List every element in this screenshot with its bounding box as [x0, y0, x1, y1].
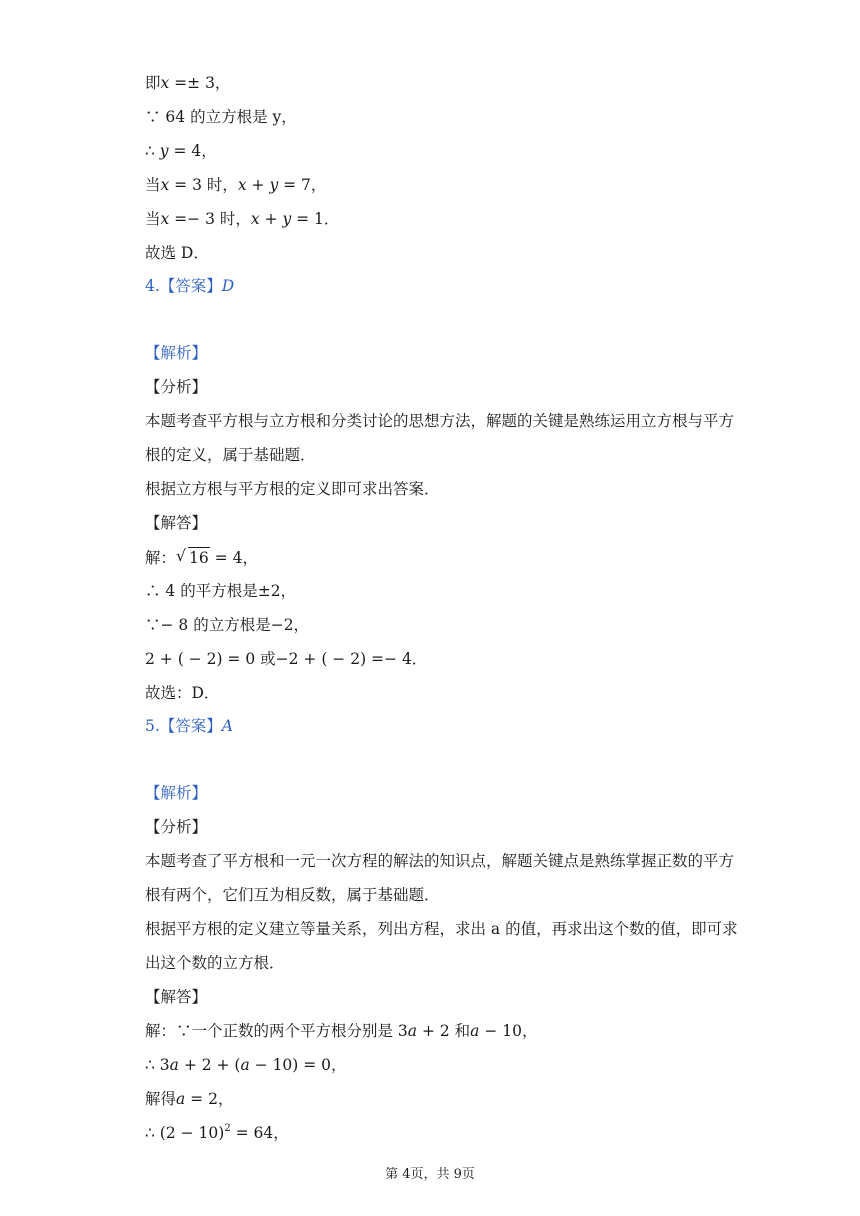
text-span: = 64， — [230, 1124, 289, 1142]
text-line: 故选 D． — [145, 244, 209, 262]
text-line: 根有两个，它们互为相反数，属于基础题． — [145, 886, 440, 904]
text-line: ∴ 3𝑎 + 2 + (𝑎 − 10) = 0， — [145, 1056, 347, 1074]
text-line: 解：∵一个正数的两个平方根分别是 3𝑎 + 2 和𝑎 − 10， — [145, 1022, 538, 1040]
text-line: ∴ 4 的平方根是±2， — [145, 582, 297, 600]
math-line — [145, 1123, 289, 1143]
sqrt-expression: √ 16 — [176, 547, 209, 567]
text-line: 解得𝑎 = 2， — [145, 1090, 234, 1108]
text-line: 根据立方根与平方根的定义即可求出答案． — [145, 480, 440, 498]
answer-label: 5.【答案】 — [145, 717, 222, 735]
text-line: 即𝑥 =± 3， — [145, 74, 231, 92]
jieda-heading: 【解答】 — [145, 514, 208, 532]
jiexi-heading: 【解析】 — [145, 784, 208, 802]
text-line: 当𝑥 = 3 时，𝑥 + 𝑦 = 7， — [145, 176, 327, 194]
text-span: 解： — [145, 549, 177, 567]
page-footer: 第 4页，共 9页 — [385, 1167, 475, 1182]
answer-heading-5 — [145, 716, 233, 736]
text-line: 出这个数的立方根． — [145, 954, 285, 972]
text-span: ∴ (2 − 10) — [145, 1124, 225, 1142]
exponent: 2 — [224, 1123, 231, 1134]
fenxi-heading: 【分析】 — [145, 818, 208, 836]
text-line: ∵ 64 的立方根是 y， — [145, 108, 297, 126]
fenxi-heading: 【分析】 — [145, 378, 208, 396]
text-line: 故选：D． — [145, 684, 220, 702]
text-line: ∴ 𝑦 = 4， — [145, 142, 217, 160]
text-line: 本题考查了平方根和一元一次方程的解法的知识点，解题关键点是熟练掌握正数的平方 — [145, 852, 735, 870]
text-line: ∵− 8 的立方根是−2， — [145, 616, 310, 634]
answer-label: 4.【答案】 — [145, 277, 222, 295]
answer-value: D — [221, 277, 235, 295]
text-line: 本题考查平方根与立方根和分类讨论的思想方法，解题的关键是熟练运用立方根与平方 — [145, 412, 735, 430]
text-line: 2 + ( − 2) = 0 或−2 + ( − 2) =− 4． — [145, 650, 428, 668]
math-line — [145, 547, 258, 568]
text-span: = 4， — [209, 549, 258, 567]
text-line: 根据平方根的定义建立等量关系，列出方程，求出 a 的值，再求出这个数的值，即可求 — [145, 920, 738, 938]
text-line: 当𝑥 =− 3 时，𝑥 + 𝑦 = 1． — [145, 210, 340, 228]
radicand: 16 — [189, 549, 209, 567]
jieda-heading: 【解答】 — [145, 988, 208, 1006]
text-line: 根的定义，属于基础题． — [145, 446, 316, 464]
answer-value: A — [221, 717, 233, 735]
answer-heading-4 — [145, 276, 234, 296]
jiexi-heading: 【解析】 — [145, 344, 208, 362]
